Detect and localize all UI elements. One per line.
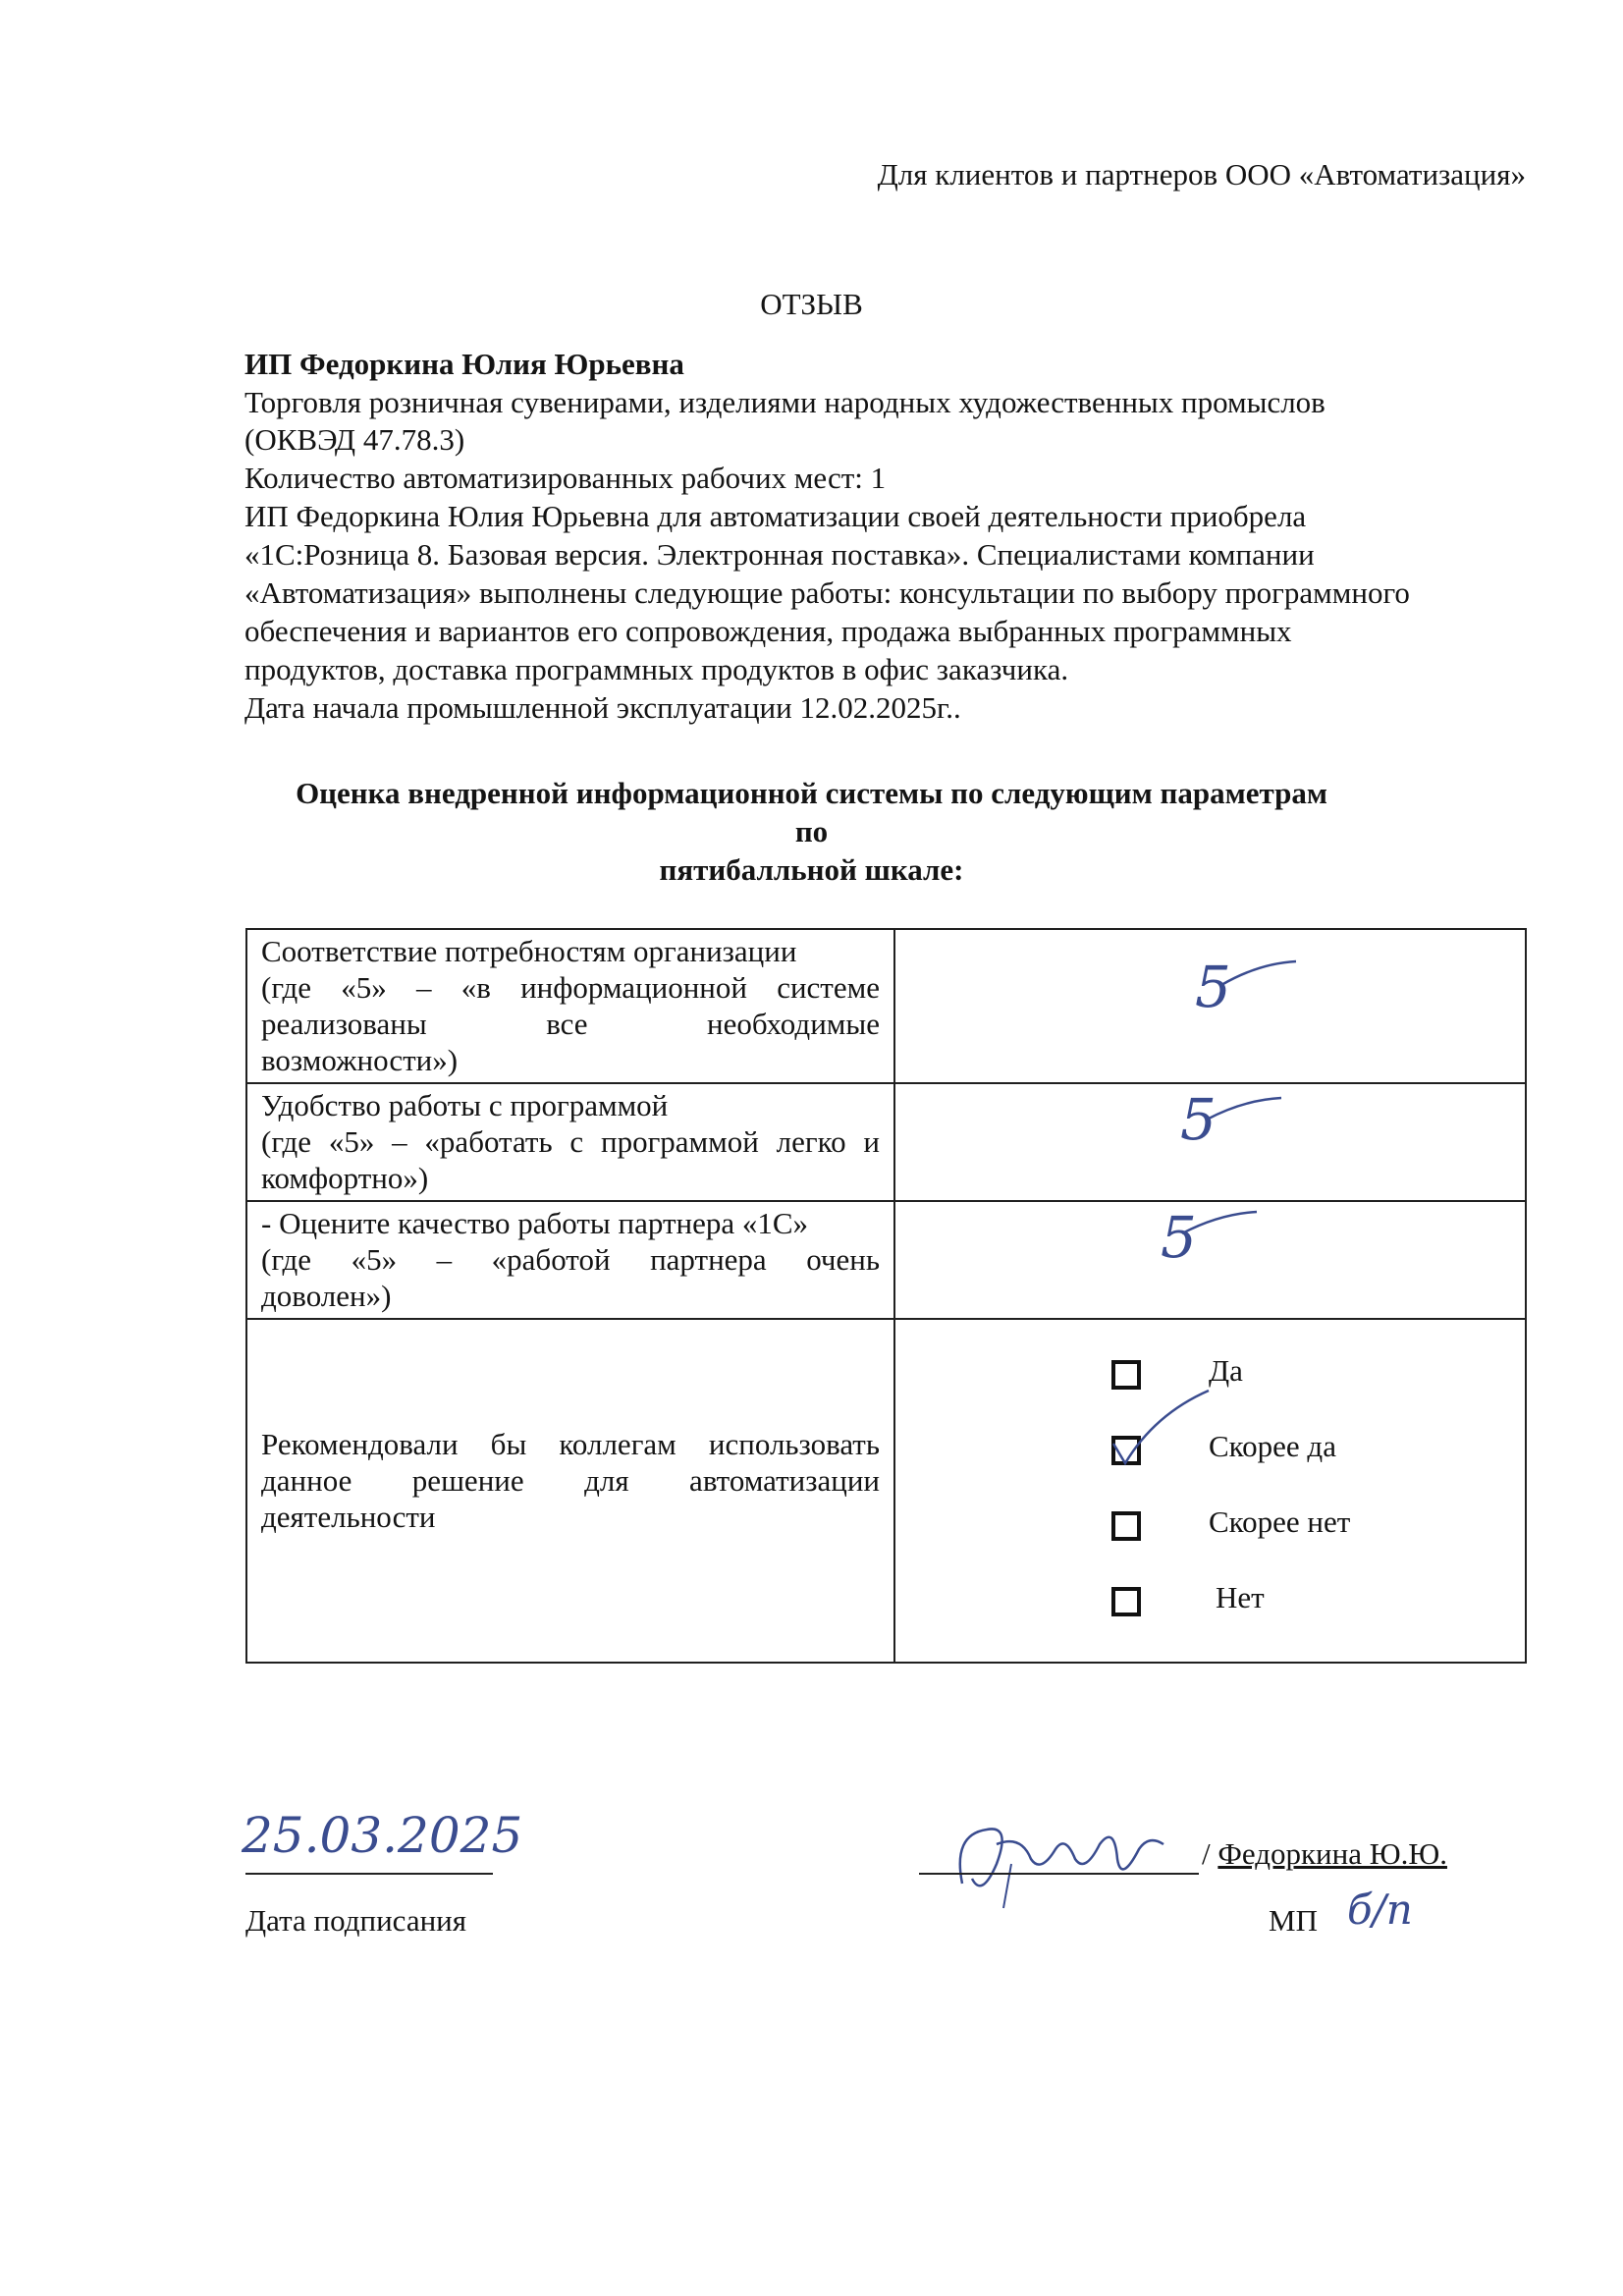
document-title: ОТЗЫВ [760,287,863,321]
criterion-text [246,929,894,1083]
score-stroke-icon [1180,1210,1259,1237]
question-line: данное решение для автоматизации [261,1463,880,1498]
criterion-line: возможности») [261,1043,459,1077]
score-stroke-icon [1205,1096,1283,1123]
recommendation-row [246,1319,1526,1663]
criterion-text [246,1201,894,1319]
option-net[interactable] [909,1580,1498,1626]
option-skoree-da[interactable] [909,1429,1498,1475]
option-label: Скорее нет [1209,1504,1351,1539]
question-line: Рекомендовали бы коллегам использовать [261,1427,880,1461]
stamp-note: б/п [1347,1886,1413,1934]
option-skoree-net[interactable] [909,1504,1498,1551]
activity-line-2: (ОКВЭД 47.78.3) [244,422,465,457]
criterion-row [246,1201,1526,1319]
date-caption: Дата подписания [245,1903,467,1938]
start-date-line: Дата начала промышленной эксплуатации 12.02.2025г.. [244,690,961,725]
criterion-line: реализованы все необходимые [261,1007,880,1041]
option-label: Скорее да [1209,1429,1336,1463]
options-list [909,1323,1511,1657]
description-line: «Автоматизация» выполнены следующие работы: консультации по выбору программного [244,575,1410,610]
workplaces-count: Количество автоматизированных рабочих мест: 1 [244,461,887,495]
handwritten-score: 5 [1195,954,1231,1020]
evaluation-table [245,928,1527,1664]
score-cell[interactable] [894,1201,1526,1319]
criterion-line: (где «5» – «работой партнера очень [261,1242,880,1277]
recommendation-options [894,1319,1526,1663]
signature-icon [943,1805,1168,1913]
activity-line-1: Торговля розничная сувенирами, изделиями народных художественных промыслов [244,385,1325,419]
signer-slash: / [1202,1836,1218,1871]
rating-heading [295,774,1328,889]
description-line: обеспечения и вариантов его сопровождения, продажа выбранных программных [244,614,1292,648]
description-line: продуктов, доставка программных продуктов в офис заказчика. [244,652,1069,686]
criterion-line: комфортно») [261,1161,429,1195]
addressee-line: Для клиентов и партнеров ООО «Автоматизация» [877,157,1526,191]
criterion-title: Соответствие потребностям организации [261,934,797,968]
handwritten-score: 5 [1180,1086,1217,1153]
criterion-line: (где «5» – «работать с программой легко и [261,1124,880,1159]
handwritten-score: 5 [1161,1204,1197,1271]
rating-heading-line-2: пятибалльной шкале: [659,852,964,887]
criterion-text [246,1083,894,1201]
description-line: «1С:Розница 8. Базовая версия. Электронная поставка». Специалистами компании [244,537,1315,572]
score-cell[interactable] [894,929,1526,1083]
criterion-row [246,1083,1526,1201]
checkbox[interactable] [1111,1587,1141,1616]
signature-underline [919,1873,1199,1875]
criterion-title: - Оцените качество работы партнера «1С» [261,1206,809,1240]
criterion-line: (где «5» – «в информационной системе [261,970,880,1005]
question-line: деятельности [261,1500,436,1534]
handwritten-date: 25.03.2025 [242,1807,523,1864]
checkbox[interactable] [1111,1511,1141,1541]
recommendation-question [246,1319,894,1663]
client-name: ИП Федоркина Юлия Юрьевна [244,347,684,381]
option-label: Да [1209,1353,1243,1388]
description-line: ИП Федоркина Юлия Юрьевна для автоматизации своей деятельности приобрела [244,499,1307,533]
rating-heading-line-1: Оценка внедренной информационной системы по следующим параметрам по [296,776,1327,848]
criterion-title: Удобство работы с программой [261,1088,669,1122]
score-cell[interactable] [894,1083,1526,1201]
stamp-label: МП [1269,1903,1318,1938]
checkmark-icon [1106,1385,1214,1473]
signer [1202,1836,1447,1872]
date-underline [245,1873,493,1875]
option-label: Нет [1216,1580,1265,1614]
score-stroke-icon [1219,959,1298,989]
signer-name: Федоркина Ю.Ю. [1217,1836,1447,1871]
criterion-row [246,929,1526,1083]
criterion-line: доволен») [261,1279,392,1313]
